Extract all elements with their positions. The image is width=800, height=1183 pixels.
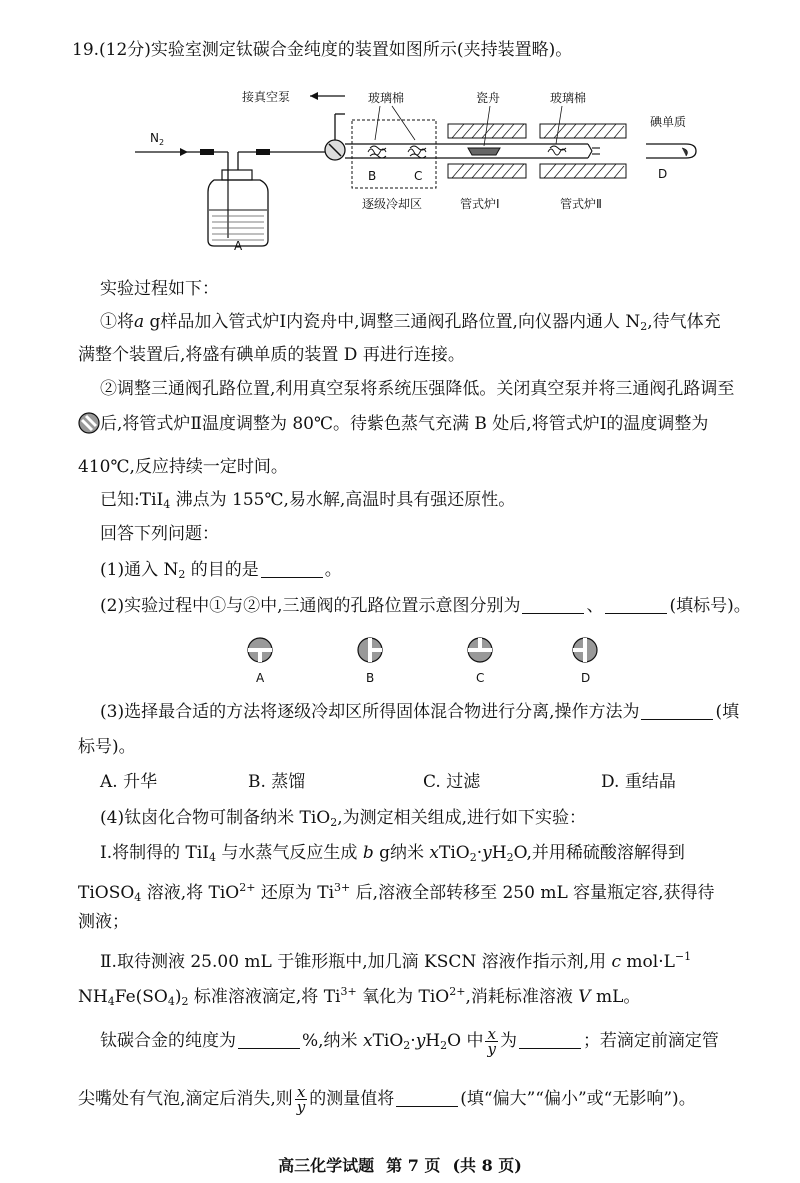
valve-label-a: A — [256, 671, 265, 685]
x-over-y-fraction-2: $\frac{x}{y}$ — [296, 1083, 306, 1116]
label-d: D — [658, 167, 668, 181]
valve-label-d: D — [581, 671, 591, 685]
footer-total: (共 8 页) — [452, 1156, 522, 1175]
apparatus-diagram — [130, 80, 770, 255]
glass-wool-label-2: 玻璃棉 — [550, 91, 587, 105]
label-a: A — [234, 239, 243, 253]
q4: (4)钛卤化合物可制备纳米 TiO$_2$,为测定相关组成,进行如下实验： — [100, 808, 587, 829]
gas-washing-bottle — [208, 170, 268, 246]
valve-option-c — [468, 638, 492, 662]
iodine-tube-d — [646, 144, 696, 158]
exp2-line2: $NH_4Fe(SO_4)_2$ 标准溶液滴定,将 $Ti^{3+}$ 氧化为 TiO$^{2+}$,消耗标准溶液 V mL。 — [78, 985, 641, 1008]
q3-line1: (3)选择最合适的方法将逐级冷却区所得固体混合物进行分离,操作方法为 (填 — [100, 702, 740, 722]
x-over-y-fraction: $\frac{x}{y}$ — [487, 1025, 496, 1058]
q2-blank-1[interactable] — [522, 597, 584, 614]
known-info: 已知:TiI$_4$ 沸点为 155℃,易水解,高温时具有强还原性。 — [100, 490, 516, 511]
footer-subject: 高三化学试题 — [278, 1156, 375, 1175]
page-footer — [0, 1153, 800, 1176]
step2-line1: ②调整三通阀孔路位置,利用真空泵将系统压强降低。关闭真空泵并将三通阀孔路调至 — [100, 379, 735, 399]
valve-options — [230, 630, 630, 688]
final-line1: 钛碳合金的纯度为 %,纳米 $xTiO_2\cdot yH_2O$ 中 $\frac{x}{y}$ 为 ；若滴定前滴定管 — [100, 1025, 719, 1058]
valve-position-icon — [78, 412, 100, 434]
glass-wool-label-1: 玻璃棉 — [368, 91, 405, 105]
q3-blank[interactable] — [641, 703, 713, 720]
question-header: 19.(12分)实验室测定钛碳合金纯度的装置如图所示(夹持装置略)。 — [72, 40, 573, 60]
cooling-zone-box — [352, 120, 436, 188]
footer-page: 第 7 页 — [386, 1156, 441, 1175]
exp2-line1: Ⅱ.取待测液 25.00 mL 于锥形瓶中,加几滴 KSCN 溶液作指示剂,用 c $mol\cdot L^{-1}$ — [100, 950, 692, 972]
exp1-line2: TiOSO$_4$ 溶液,将 TiO$^{2+}$ 还原为 $Ti^{3+}$ 后,溶液全部转移至 250 mL 容量瓶定容,获得待 — [78, 881, 715, 904]
valve-option-d — [573, 638, 597, 662]
cooling-zone-label: 逐级冷却区 — [362, 197, 423, 211]
pump-label: 接真空泵 — [242, 90, 291, 104]
q1-blank[interactable] — [261, 561, 323, 578]
tube-furnace-2 — [540, 124, 626, 178]
error-effect-blank[interactable] — [396, 1090, 458, 1107]
ratio-blank[interactable] — [519, 1032, 581, 1049]
q2-blank-2[interactable] — [605, 597, 667, 614]
option-c: C. 过滤 — [423, 772, 481, 792]
furnace-1-label: 管式炉Ⅰ — [460, 197, 500, 211]
q3-options — [100, 770, 770, 794]
valve-option-b — [358, 638, 382, 662]
label-c: C — [414, 169, 423, 183]
porcelain-boat — [468, 148, 500, 155]
option-d: D. 重结晶 — [601, 772, 676, 792]
step1-line2: 满整个装置后,将盛有碘单质的装置 D 再进行连接。 — [78, 345, 465, 365]
three-way-valve — [325, 114, 345, 160]
step2-line2: 后,将管式炉Ⅱ温度调整为 80℃。待紫色蒸气充满 B 处后,将管式炉Ⅰ的温度调整为 — [78, 412, 770, 436]
option-b: B. 蒸馏 — [248, 772, 306, 792]
q1: (1)通入 $N_2$ 的目的是 。 — [100, 560, 342, 581]
process-title: 实验过程如下： — [100, 279, 219, 299]
furnace-2-label: 管式炉Ⅱ — [560, 197, 602, 211]
q3-line2: 标号)。 — [78, 737, 136, 757]
final-line2: 尖嘴处有气泡,滴定后消失,则 $\frac{x}{y}$ 的测量值将 (填“偏大”“偏小”或“无影响”)。 — [78, 1083, 696, 1116]
valve-label-b: B — [366, 671, 375, 685]
step1-line1: ①将a g样品加入管式炉Ⅰ内瓷舟中,调整三通阀孔路位置,向仪器内通人 $N_2$,待气体充 — [100, 312, 721, 333]
porcelain-boat-label: 瓷舟 — [476, 91, 501, 105]
glass-wool-c — [408, 146, 426, 158]
valve-label-c: C — [476, 671, 485, 685]
step2-line3: 410℃,反应持续一定时间。 — [78, 457, 288, 477]
exp1-line1: Ⅰ.将制得的 TiI$_4$ 与水蒸气反应生成 b g纳米 $xTiO_2\cdot yH_2O$,并用稀硫酸溶解得到 — [100, 843, 685, 864]
glass-wool-b — [368, 146, 386, 158]
answer-prompt: 回答下列问题： — [100, 524, 219, 544]
iodine-label: 碘单质 — [650, 115, 687, 129]
label-b: B — [368, 169, 377, 183]
n2-label: $N_2$ — [150, 131, 165, 147]
exp1-line3: 测液； — [78, 912, 129, 932]
purity-blank[interactable] — [238, 1032, 300, 1049]
option-a: A. 升华 — [100, 772, 158, 792]
q2: (2)实验过程中①与②中,三通阀的孔路位置示意图分别为 、 (填标号)。 — [100, 596, 751, 616]
glass-wool-furnace2 — [548, 146, 566, 155]
valve-option-a — [248, 638, 272, 662]
